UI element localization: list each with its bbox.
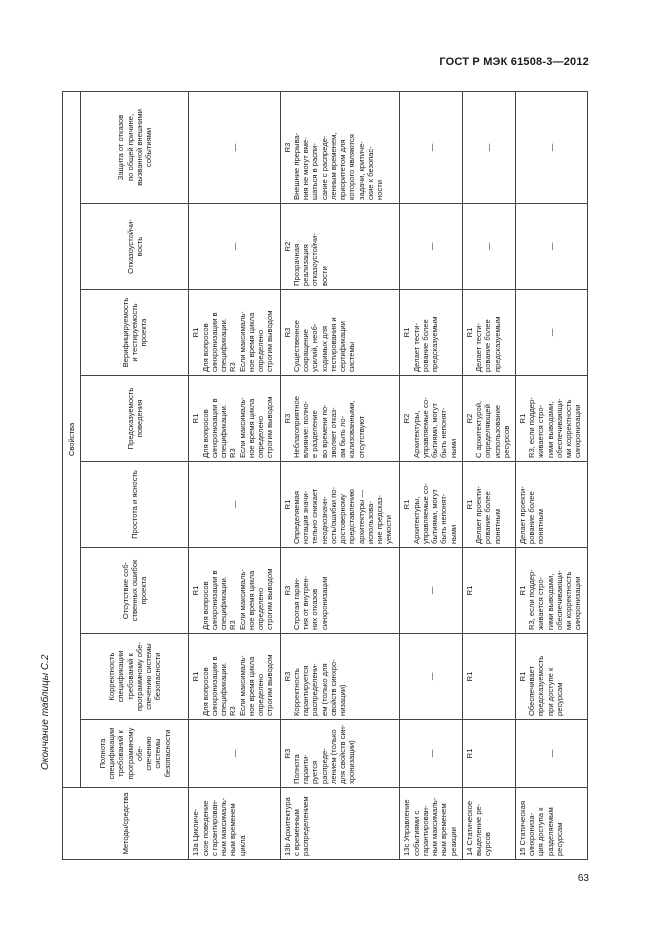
table-row — [189, 91, 280, 859]
table-container — [62, 92, 588, 860]
cell-text: Обеспечивает предсказуемость при доступе к ресурсам — [527, 655, 564, 716]
method-text: 14 Статическое выделение ре- сурсов — [464, 800, 493, 856]
methods-properties-table — [62, 91, 588, 860]
dash-mark: — — [546, 242, 556, 251]
method-cell — [515, 788, 587, 860]
property-cell — [400, 634, 463, 720]
recommendation-tag: R2 — [464, 413, 474, 424]
property-cell — [400, 204, 463, 290]
cell-text: Делает тести- рование более предсказуемым — [411, 316, 440, 372]
column-header-row — [81, 91, 189, 859]
cell-text: Строгая гаран- тия от внутрен- них отказов синхронизации — [291, 575, 329, 630]
column-header-text: Простота и ясность — [130, 470, 140, 539]
column-header-text: Предсказуемость поведения — [125, 387, 144, 450]
dash-mark: — — [484, 242, 494, 251]
column-header — [81, 720, 189, 788]
property-cell — [462, 720, 515, 788]
method-column-header — [63, 788, 189, 860]
property-cell — [462, 91, 515, 203]
column-header — [81, 548, 189, 634]
recommendation-tag: R3 — [282, 327, 292, 338]
dash-mark: — — [546, 749, 556, 758]
property-cell — [400, 376, 463, 462]
recommendation-tag: R1 — [402, 327, 412, 338]
column-header-text: Полнота спецификации требований к программному обе- спечению системы безопасности — [97, 727, 172, 780]
cell-text: Архитектуры, управляемые со- бытиями, могут быть непонят- ными — [411, 483, 458, 544]
cell-text: R3, если поддер- живается стро- гими выводами, обеспечивающи- ми корректность синхронизации — [527, 397, 583, 458]
cell-text: Архитектуры, управляемые со- бытиями, могут быть непонят- ными — [411, 397, 458, 458]
dash-mark: — — [546, 143, 556, 152]
column-header — [81, 290, 189, 376]
table-caption: Окончание таблицы С.2 — [40, 654, 51, 770]
recommendation-tag: R1 — [191, 413, 201, 424]
method-header-text: Методы/средства — [121, 792, 131, 855]
method-cell — [189, 788, 280, 860]
property-cell — [189, 204, 280, 290]
property-cell — [400, 290, 463, 376]
cell-text: Неблагоприятное влияние: полно- е разделение во времени по- зволяет отказ- ам быть ло- кализованными, отсутствуют — [291, 396, 366, 458]
property-cell — [462, 290, 515, 376]
cell-text: Делает проекти- рование более понятным — [474, 486, 502, 544]
recommendation-tag: R2 — [282, 241, 292, 252]
recommendation-tag: R1 — [464, 585, 474, 596]
recommendation-tag: R3 — [282, 142, 292, 153]
recommendation-tag: R1 — [517, 413, 527, 424]
recommendation-tag: R3 — [282, 585, 292, 596]
property-cell — [280, 376, 400, 462]
group-header-text: Свойства — [67, 422, 77, 457]
property-cell — [515, 720, 587, 788]
method-text: 15 Статическая синхрониза- ция доступа к разделяемым ресурсам — [517, 800, 564, 856]
table-body — [189, 91, 588, 859]
cell-text: Для вопросов синхронизации в спецификации. R3 Если максималь- ное время цикла определено строгим выводом — [200, 654, 275, 716]
property-cell — [189, 720, 280, 788]
cell-text: Для вопросов синхронизации в спецификации. R3 Если максималь- ное время цикла определено строгим выводом — [200, 310, 275, 372]
recommendation-tag: R1 — [517, 671, 527, 682]
property-cell — [400, 91, 463, 203]
cell-text: Корректность гарантируется распределени- ем (только для свойств синхро- низации) — [291, 659, 348, 716]
recommendation-tag: R1 — [191, 327, 201, 338]
dash-mark: — — [546, 328, 556, 337]
method-cell — [462, 788, 515, 860]
property-cell — [189, 462, 280, 548]
dash-mark: — — [484, 143, 494, 152]
recommendation-tag: R3 — [282, 748, 292, 759]
column-header — [81, 634, 189, 720]
rotated-table-frame — [62, 92, 588, 860]
property-cell — [280, 548, 400, 634]
table-row — [400, 91, 463, 859]
cell-text: Делает проекти- рование более понятным — [517, 486, 546, 544]
property-cell — [189, 91, 280, 203]
property-cell — [280, 462, 400, 548]
method-text: 13a Цикличе- ское поведение с гарантирован- ным максималь- ным временем цикла — [191, 797, 247, 856]
recommendation-tag: R3 — [282, 671, 292, 682]
table-row — [462, 91, 515, 859]
table-row — [515, 91, 587, 859]
recommendation-tag: R1 — [517, 585, 527, 596]
dash-mark: — — [426, 143, 436, 152]
table-row — [280, 91, 400, 859]
dash-mark: — — [229, 242, 239, 251]
property-cell — [515, 462, 587, 548]
cell-text: Для вопросов синхронизации в спецификации. R3 Если максималь- ное время цикла определено строгим выводом — [200, 568, 275, 630]
column-header — [81, 462, 189, 548]
property-cell — [280, 91, 400, 203]
recommendation-tag: R2 — [402, 413, 412, 424]
property-cell — [462, 634, 515, 720]
cell-text: С архитектурой, определяющей использование ресурсов — [474, 400, 511, 458]
dash-mark: — — [426, 242, 436, 251]
cell-text: Для вопросов синхронизации в спецификации. R3 Если максималь- ное время цикла определено строгим выводом — [200, 396, 275, 458]
property-cell — [189, 376, 280, 462]
column-header-text: Корректность спецификации требований к программному обе- спечению системы безопасности — [107, 641, 163, 712]
method-cell — [400, 788, 463, 860]
cell-text: Внешние прерыва- ния не могут вме- шаться в распи- сание с распреде- ленным временем, приоритетом для которого являются задачи, критиче- ские к безопас- ности — [291, 132, 385, 200]
method-text: 13b Архитектура с временным распределением — [282, 796, 311, 856]
property-cell — [400, 548, 463, 634]
dash-mark: — — [229, 500, 239, 509]
property-cell — [462, 376, 515, 462]
property-cell — [280, 290, 400, 376]
cell-text: Полнота гаранти- руется распреде- лением (только для свойств син- хронизации) — [291, 724, 357, 784]
page-number: 63 — [577, 873, 589, 884]
dash-mark: — — [426, 749, 436, 758]
property-cell — [400, 462, 463, 548]
column-header-text: Отсутствие соб- ственных ошибок проекта — [120, 559, 149, 622]
dash-mark: — — [229, 143, 239, 152]
column-header-text: Отказоустойчи- вость — [125, 219, 144, 274]
property-cell — [462, 548, 515, 634]
property-cell — [280, 634, 400, 720]
group-header-row — [63, 91, 81, 859]
dash-mark: — — [426, 672, 436, 681]
recommendation-tag: R1 — [464, 748, 474, 759]
recommendation-tag: R1 — [464, 671, 474, 682]
property-cell — [515, 204, 587, 290]
method-text: 13c Управление событиями с гарантирован- ным максималь- ным временем реакции — [402, 797, 458, 856]
method-cell — [280, 788, 400, 860]
property-cell — [515, 548, 587, 634]
column-header — [81, 204, 189, 290]
cell-text: Делает тести- рование более предсказуемым — [474, 316, 502, 372]
cell-text: R3, если поддер- живается стро- гими выводами, обеспечивающи- ми корректность синхронизации — [527, 569, 583, 630]
recommendation-tag: R1 — [402, 499, 412, 510]
recommendation-tag: R3 — [282, 413, 292, 424]
property-cell — [462, 204, 515, 290]
property-cell — [280, 204, 400, 290]
dash-mark: — — [229, 749, 239, 758]
cell-text: Определяемая нотация значи- тельно снижает неоднозначн- ость/ошибки по- достоверному представлению архитектуры — использова- ние предсказ- уемости — [291, 486, 394, 544]
property-cell — [515, 290, 587, 376]
property-cell — [189, 634, 280, 720]
column-header — [81, 376, 189, 462]
dash-mark: — — [426, 586, 436, 595]
recommendation-tag: R1 — [464, 327, 474, 338]
property-cell — [280, 720, 400, 788]
cell-text: Существенное сокращение усилий, необ- ходимых для тестирования и сертификации системы — [291, 317, 357, 372]
recommendation-tag: R1 — [464, 499, 474, 510]
cell-text: Прозрачная реализация отказоустойчи- вости — [291, 233, 329, 286]
property-cell — [515, 634, 587, 720]
document-standard-header: ГОСТ Р МЭК 61508-3—2012 — [439, 56, 589, 68]
column-header — [81, 91, 189, 203]
column-header-text: Верифицируемость и тестируемость проекта — [120, 297, 149, 368]
property-cell — [189, 290, 280, 376]
property-cell — [515, 91, 587, 203]
recommendation-tag: R1 — [191, 671, 201, 682]
property-cell — [400, 720, 463, 788]
properties-group-header — [63, 91, 81, 787]
property-cell — [515, 376, 587, 462]
column-header-text: Защита от отказов по общей причине, вызванной внешними событиями — [116, 109, 154, 186]
property-cell — [189, 548, 280, 634]
recommendation-tag: R1 — [191, 585, 201, 596]
property-cell — [462, 462, 515, 548]
recommendation-tag: R1 — [282, 499, 292, 510]
